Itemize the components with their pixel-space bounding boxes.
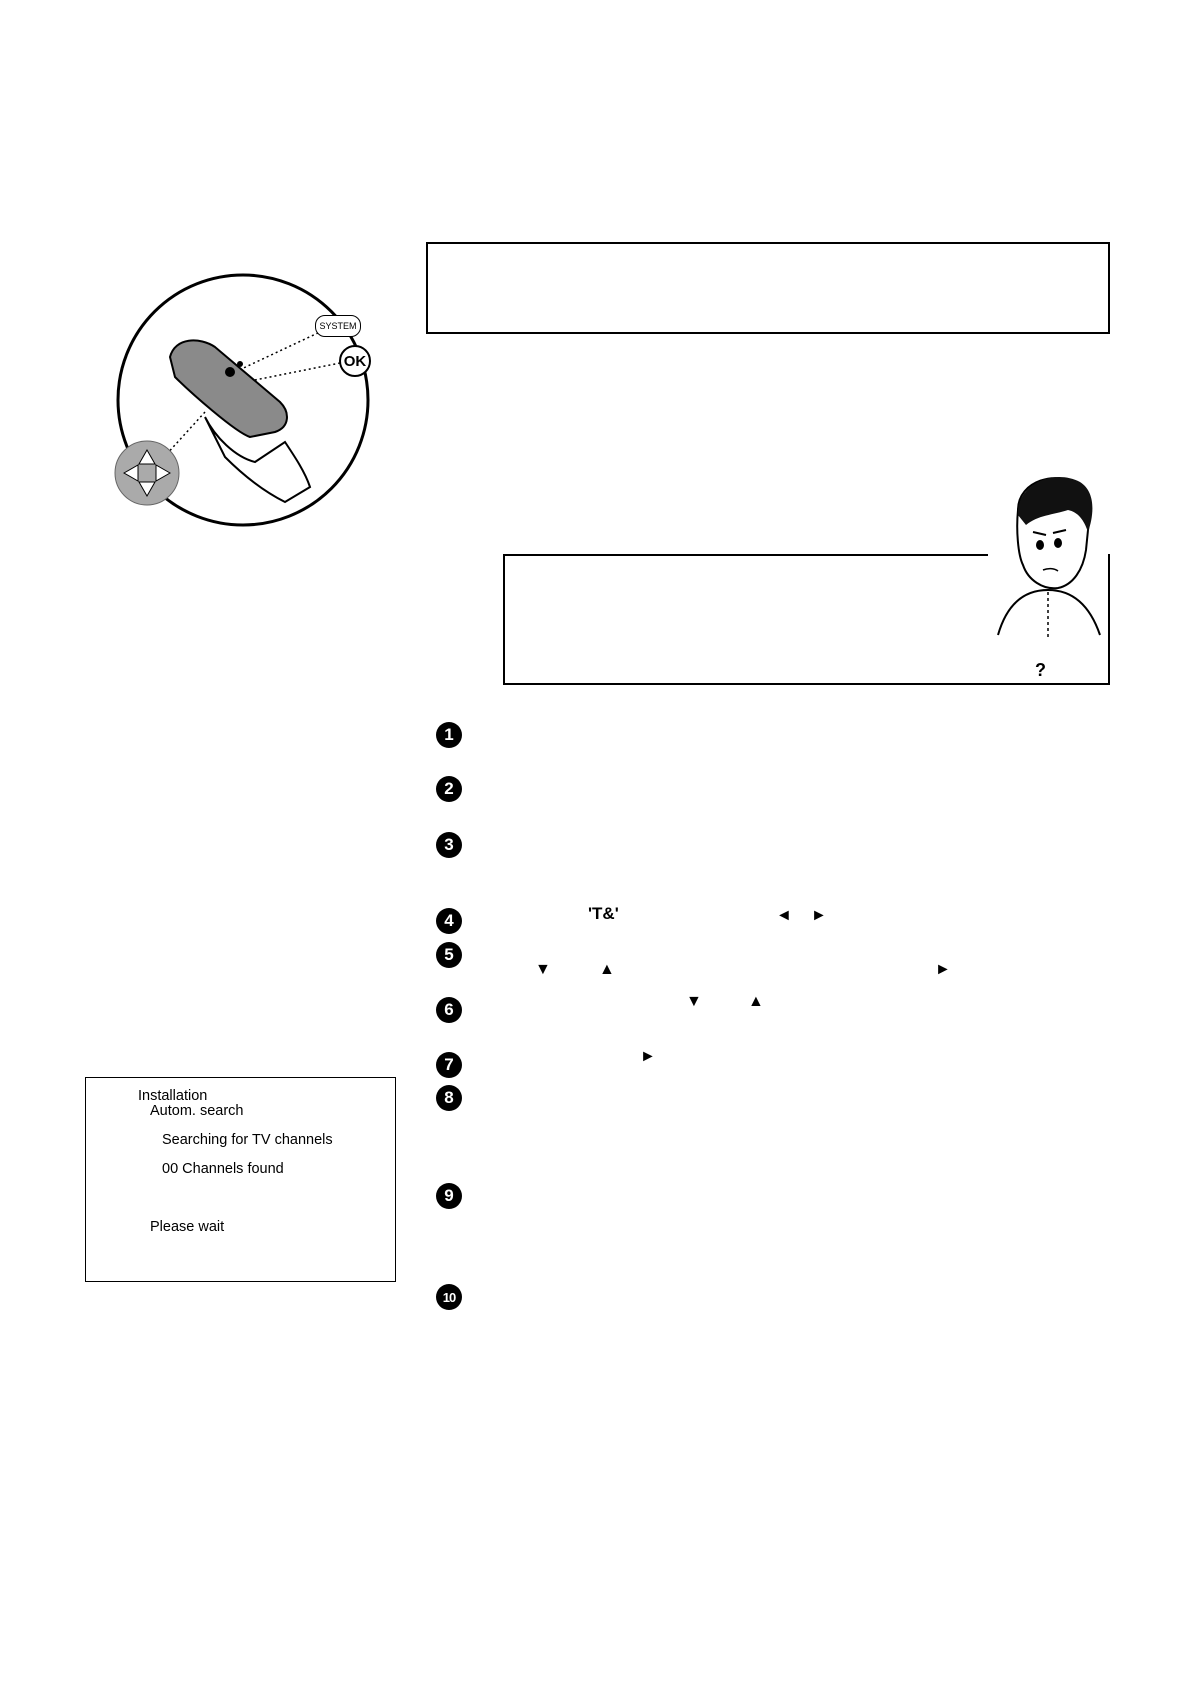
step-number-1: 1 xyxy=(436,722,462,748)
screen-menu-item: Autom. search xyxy=(150,1103,244,1119)
step-number-6: 6 xyxy=(436,997,462,1023)
screen-channel-count: 00 Channels found xyxy=(162,1161,284,1177)
step-number-2: 2 xyxy=(436,776,462,802)
screen-message: Please wait xyxy=(150,1219,225,1235)
remote-control-illustration xyxy=(105,262,375,532)
question-mark: ? xyxy=(1035,660,1046,680)
down-arrow-icon: ▼ xyxy=(686,993,702,1010)
screen-status: Searching for TV channels xyxy=(162,1132,333,1148)
settings-icon: 'T&' xyxy=(588,904,619,923)
screen-title: Installation xyxy=(138,1088,208,1104)
step-number-10: 10 xyxy=(436,1284,462,1310)
right-arrow-icon: ► xyxy=(811,907,827,924)
step-number-7: 7 xyxy=(436,1052,462,1078)
navigation-pad-icon xyxy=(115,441,179,505)
left-arrow-icon: ◄ xyxy=(776,907,792,924)
system-label: SYSTEM xyxy=(319,321,357,331)
puzzled-man-icon xyxy=(988,470,1108,680)
tv-screen-display xyxy=(85,1077,396,1282)
up-arrow-icon: ▲ xyxy=(599,961,615,978)
up-arrow-icon: ▲ xyxy=(748,993,764,1010)
step-number-8: 8 xyxy=(436,1085,462,1111)
ok-label: OK xyxy=(343,352,367,370)
header-box xyxy=(426,242,1110,334)
system-button-icon xyxy=(315,315,361,337)
step-number-5: 5 xyxy=(436,942,462,968)
down-arrow-icon: ▼ xyxy=(535,961,551,978)
ok-button-icon xyxy=(339,345,371,377)
step-number-3: 3 xyxy=(436,832,462,858)
step-number-4: 4 xyxy=(436,908,462,934)
right-arrow-icon: ► xyxy=(640,1048,656,1065)
right-arrow-icon: ► xyxy=(935,961,951,978)
step-number-9: 9 xyxy=(436,1183,462,1209)
